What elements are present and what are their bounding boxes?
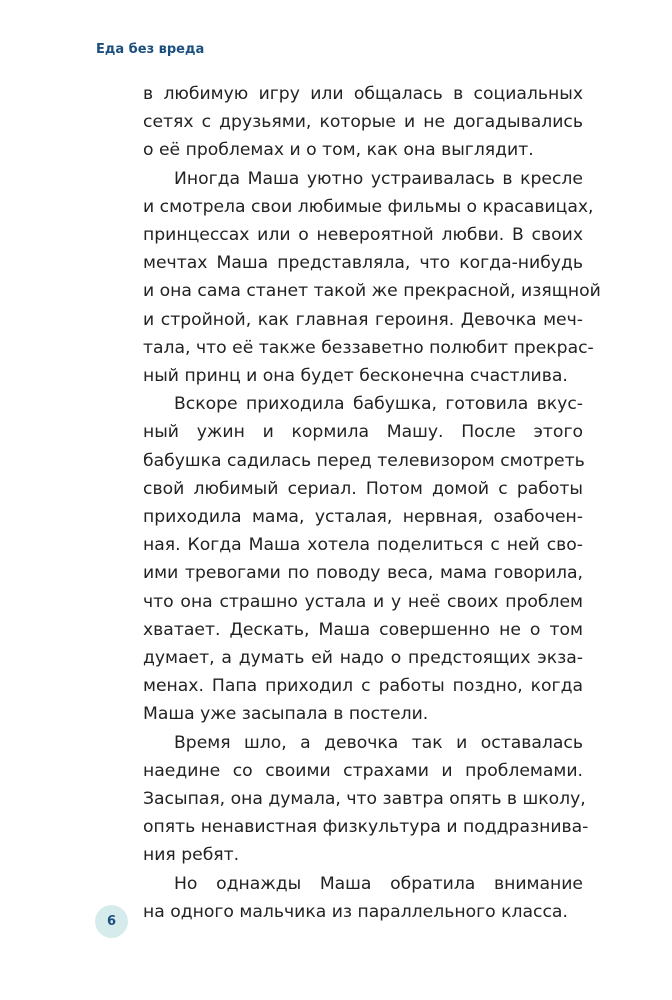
text-line: наедине со своими страхами и проблемами.	[143, 760, 583, 781]
text-line: принцессах или о невероятной любви. В своих	[143, 225, 583, 246]
text-line: приходила мама, усталая, нервная, озабочен-	[143, 507, 583, 528]
text-line: и смотрела свои любимые фильмы о красавицах,	[143, 196, 594, 217]
text-line: Вскоре приходила бабушка, готовила вкус-	[174, 394, 583, 415]
text-line: и она сама станет такой же прекрасной, изящной	[143, 281, 601, 302]
paragraph-5	[143, 870, 583, 926]
text-line: опять ненавистная физкультура и поддразнива-	[143, 817, 589, 838]
text-line: ная. Когда Маша хотела поделиться с ней сво-	[143, 535, 583, 556]
text-line: ими тревогами по поводу веса, мама говорила,	[143, 563, 583, 584]
text-line: что она страшно устала и у неё своих проблем	[143, 591, 583, 612]
text-line: на одного мальчика из параллельного класса.	[143, 901, 568, 922]
page-number-badge	[95, 905, 128, 938]
text-line: бабушка садилась перед телевизором смотреть	[143, 450, 585, 471]
paragraph-3	[143, 390, 583, 728]
paragraph-2	[143, 165, 601, 391]
text-line: о её проблемах и о том, как она выглядит.	[143, 140, 534, 161]
text-line: менах. Папа приходил с работы поздно, когда	[143, 676, 583, 697]
text-line: сетях с друзьями, которые и не догадывались	[143, 112, 583, 133]
text-line: Маша уже засыпала в постели.	[143, 704, 429, 725]
text-line: и стройной, как главная героиня. Девочка меч-	[143, 309, 583, 330]
text-line: свой любимый сериал. Потом домой с работы	[143, 478, 583, 499]
text-line: Но однажды Маша обратила внимание	[174, 873, 583, 894]
text-line: мечтах Маша представляла, что когда-нибудь	[143, 253, 583, 274]
paragraph-4	[143, 729, 589, 870]
text-line: тала, что её также беззаветно полюбит прекрас-	[143, 337, 594, 358]
text-line: Засыпая, она думала, что завтра опять в школу,	[143, 789, 586, 810]
running-header: Еда без вреда	[96, 42, 205, 57]
text-line: Иногда Маша уютно устраивалась в кресле	[174, 168, 583, 189]
text-line: ный принц и она будет бесконечна счастлива.	[143, 366, 568, 387]
paragraph-1	[143, 80, 583, 165]
text-line: хватает. Дескать, Маша совершенно не о том	[143, 619, 583, 640]
text-line: Время шло, а девочка так и оставалась	[174, 732, 583, 753]
text-line: ния ребят.	[143, 845, 240, 866]
text-line: думает, а думать ей надо о предстоящих экза-	[143, 648, 583, 669]
text-line: в любимую игру или общалась в социальных	[143, 84, 583, 104]
page-number: 6	[106, 914, 117, 929]
text-line: ный ужин и кормила Машу. После этого	[143, 422, 583, 443]
body-text	[143, 80, 601, 926]
